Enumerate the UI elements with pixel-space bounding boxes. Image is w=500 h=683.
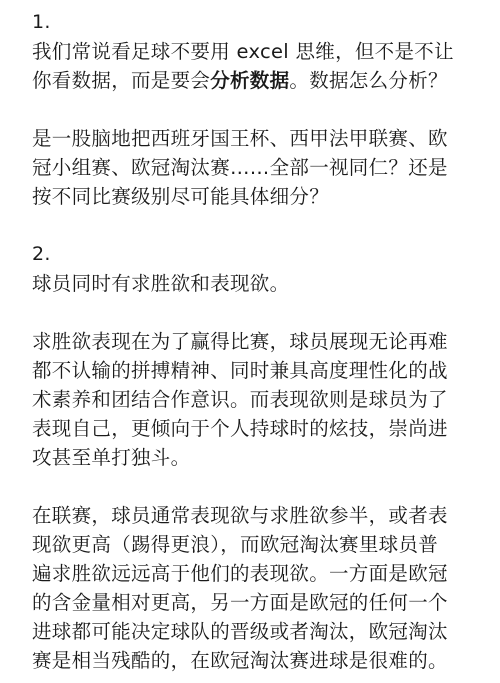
section-2-heading: 球员同时有求胜欲和表现欲。: [32, 272, 290, 295]
paragraph-3-line-1: 求胜欲表现在为了赢得比赛，球员展现无论再难: [32, 330, 448, 353]
spacer: [32, 472, 482, 501]
spacer: [32, 95, 482, 124]
paragraph-3-line-3: 术素养和团结合作意识。而表现欲则是球员为了: [32, 388, 448, 411]
paragraph-4-line-2: 现欲更高（踢得更浪），而欧冠淘汰赛里球员普: [32, 533, 439, 556]
paragraph-1-line-2: [32, 66, 482, 95]
paragraph-2-line-3: 按不同比赛级别尽可能具体细分？: [32, 185, 330, 208]
paragraph-1-text-a: 你看数据，而是要会: [32, 69, 211, 92]
spacer: [32, 211, 482, 240]
article-body: [32, 8, 482, 675]
paragraph-2-line-1: 是一股脑地把西班牙国王杯、西甲法甲联赛、欧: [32, 127, 448, 150]
paragraph-3-line-2: 都不认输的拼搏精神、同时兼具高度理性化的战: [32, 359, 448, 382]
paragraph-4-line-4: 的含金量相对更高，另一方面是欧冠的任何一个: [32, 591, 448, 614]
paragraph-4-line-5: 进球都可能决定球队的晋级或者淘汰，欧冠淘汰: [32, 620, 448, 643]
paragraph-4-line-6: 赛是相当残酷的，在欧冠淘汰赛进球是很难的。: [32, 649, 448, 672]
paragraph-3-line-5: 攻甚至单打独斗。: [32, 446, 191, 469]
paragraph-4-line-3: 遍求胜欲远远高于他们的表现欲。一方面是欧冠: [32, 562, 448, 585]
section-number-1: 1.: [32, 11, 51, 33]
spacer: [32, 298, 482, 327]
section-number-2: 2.: [32, 243, 51, 265]
paragraph-1-text-b: 。数据怎么分析？: [289, 69, 448, 92]
bold-phrase: 分析数据: [210, 69, 290, 92]
paragraph-3-line-4: 表现自己，更倾向于个人持球时的炫技，崇尚进: [32, 417, 448, 440]
paragraph-4-line-1: 在联赛，球员通常表现欲与求胜欲参半，或者表: [32, 504, 448, 527]
paragraph-2-line-2: 冠小组赛、欧冠淘汰赛……全部一视同仁？还是: [32, 156, 448, 179]
paragraph-1-line-1: 我们常说看足球不要用 excel 思维，但不是不让: [32, 40, 454, 63]
